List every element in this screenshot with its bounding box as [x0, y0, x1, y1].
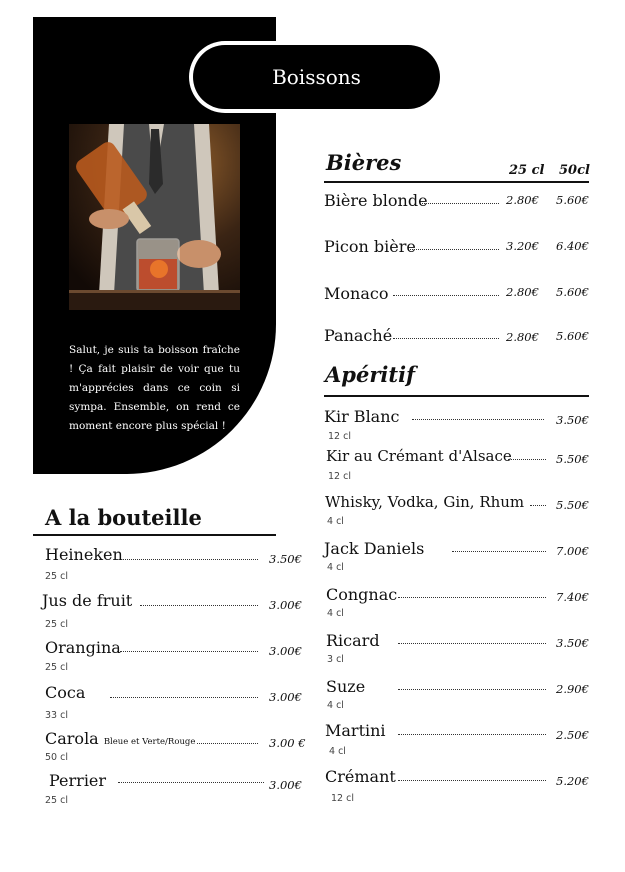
cognac-price: 7.40€: [556, 590, 589, 604]
aperitif-rule: [324, 395, 589, 397]
leader-dots: [118, 782, 264, 783]
bartender-photo: [69, 124, 240, 310]
suze-price: 2.90€: [556, 682, 589, 696]
orangina-volume: 25 cl: [45, 662, 68, 673]
ricard-price: 3.50€: [556, 636, 589, 650]
coca-volume: 33 cl: [45, 710, 68, 721]
panache-name: Panaché: [324, 326, 393, 345]
bouteille-rule: [33, 534, 276, 536]
perrier-name: Perrier: [49, 771, 107, 790]
jus-de-fruit-volume: 25 cl: [45, 619, 68, 630]
intro-text: Salut, je suis ta boisson fraîche ! Ça fait plaisir de voir que tu m'apprécies dans ce coin si sympa. Ensemble, on rend ce moment encore plus spécial !: [69, 344, 240, 432]
jus-de-fruit-price: 3.00€: [269, 598, 302, 612]
ricard-volume: 3 cl: [327, 654, 344, 665]
leader-dots: [420, 203, 499, 204]
kir-cremant-price: 5.50€: [556, 452, 589, 466]
leader-dots: [116, 559, 258, 560]
panache-price-25: 2.80€: [506, 330, 539, 344]
jack-daniels-volume: 4 cl: [327, 562, 344, 573]
perrier-volume: 25 cl: [45, 795, 68, 806]
monaco-name: Monaco: [324, 284, 389, 303]
cremant-name: Crémant: [325, 767, 396, 786]
leader-dots: [530, 505, 546, 506]
monaco-price-50: 5.60€: [556, 285, 589, 299]
leader-dots: [140, 605, 258, 606]
jack-daniels-price: 7.00€: [556, 544, 589, 558]
leader-dots: [398, 597, 546, 598]
cognac-name: Congnac: [326, 585, 398, 604]
leader-dots: [110, 697, 258, 698]
cremant-volume: 12 cl: [331, 793, 354, 804]
bieres-col-25: 25 cl: [509, 163, 545, 178]
leader-dots: [398, 780, 546, 781]
martini-price: 2.50€: [556, 728, 589, 742]
whisky-price: 5.50€: [556, 498, 589, 512]
orangina-price: 3.00€: [269, 644, 302, 658]
carola-name: [45, 729, 195, 748]
jus-de-fruit-name: Jus de fruit: [42, 591, 133, 610]
whisky-name: Whisky, Vodka, Gin, Rhum: [325, 493, 525, 511]
heineken-price: 3.50€: [269, 552, 302, 566]
bartender-illustration: [69, 124, 240, 310]
suze-volume: 4 cl: [327, 700, 344, 711]
heineken-name: Heineken: [45, 545, 123, 564]
leader-dots: [452, 551, 546, 552]
bieres-col-50: 50cl: [559, 163, 590, 178]
biere-blonde-price-50: 5.60€: [556, 193, 589, 207]
leader-dots: [393, 295, 499, 296]
carola-note: Bleue et Verte/Rouge: [103, 737, 196, 747]
leader-dots: [398, 643, 546, 644]
bieres-rule: [324, 181, 589, 183]
bieres-title: Bières: [326, 150, 402, 175]
bouteille-title: A la bouteille: [45, 505, 202, 530]
leader-dots: [508, 459, 546, 460]
cognac-volume: 4 cl: [327, 608, 344, 619]
whisky-volume: 4 cl: [327, 516, 344, 527]
aperitif-title: Apéritif: [325, 362, 416, 387]
page-title: Boissons: [272, 65, 361, 89]
leader-dots: [393, 338, 499, 339]
cremant-price: 5.20€: [556, 774, 589, 788]
leader-dots: [410, 249, 499, 250]
jack-daniels-name: Jack Daniels: [324, 539, 425, 558]
leader-dots: [398, 734, 546, 735]
leader-dots: [197, 743, 258, 744]
kir-cremant-volume: 12 cl: [328, 471, 351, 482]
leader-dots: [398, 689, 546, 690]
kir-blanc-name: Kir Blanc: [324, 407, 400, 426]
kir-cremant-name: Kir au Crémant d'Alsace: [326, 447, 512, 465]
carola-price: 3.00 €: [269, 736, 306, 750]
carola-volume: 50 cl: [45, 752, 68, 763]
picon-biere-name: Picon bière: [324, 237, 416, 256]
orangina-name: Orangina: [45, 638, 121, 657]
heineken-volume: 25 cl: [45, 571, 68, 582]
ricard-name: Ricard: [326, 631, 380, 650]
perrier-price: 3.00€: [269, 778, 302, 792]
carola-label: Carola: [45, 729, 99, 748]
kir-blanc-volume: 12 cl: [328, 431, 351, 442]
biere-blonde-price-25: 2.80€: [506, 193, 539, 207]
monaco-price-25: 2.80€: [506, 285, 539, 299]
coca-name: Coca: [45, 683, 86, 702]
title-pill: [193, 45, 440, 109]
leader-dots: [120, 651, 258, 652]
picon-biere-price-50: 6.40€: [556, 239, 589, 253]
biere-blonde-name: Bière blonde: [324, 191, 428, 210]
suze-name: Suze: [326, 677, 366, 696]
kir-blanc-price: 3.50€: [556, 413, 589, 427]
leader-dots: [412, 419, 544, 420]
picon-biere-price-25: 3.20€: [506, 239, 539, 253]
panache-price-50: 5.60€: [556, 329, 589, 343]
martini-name: Martini: [325, 721, 386, 740]
coca-price: 3.00€: [269, 690, 302, 704]
martini-volume: 4 cl: [329, 746, 346, 757]
